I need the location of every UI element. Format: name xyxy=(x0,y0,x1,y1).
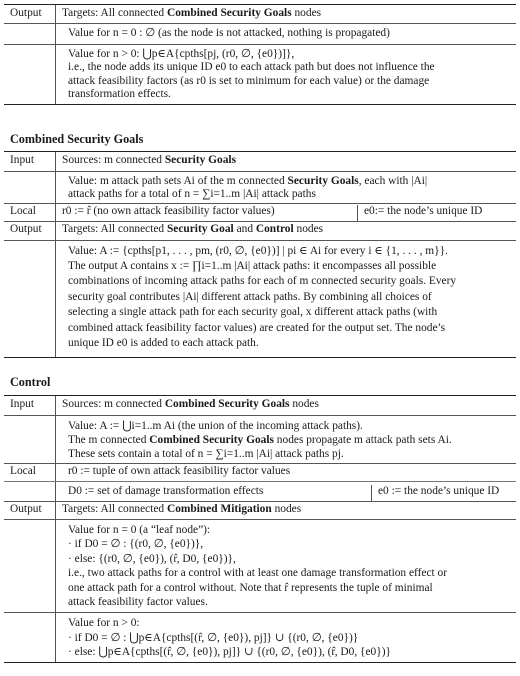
control-local-row-2 xyxy=(4,481,516,501)
output-table xyxy=(4,4,516,105)
sources-text: Sources: m connected Security Goals xyxy=(62,154,236,166)
output-n1-row xyxy=(4,44,516,104)
control-output-row xyxy=(4,501,516,519)
targets-text: Targets: All connected Security Goal and Control nodes xyxy=(62,222,324,235)
local-e0: e0 := the node’s unique ID xyxy=(371,485,512,501)
value-n1: Value for n > 0: ⋃p∈A{cpths[pj, (r0, ∅, {e0})]}, i.e., the node adds its unique ID e0 to each attack path but does not influence the attack feasibility factors (as r0 is set to minimum for each value) or the damage transformation effects. xyxy=(68,48,435,100)
output-targets-row xyxy=(4,5,516,23)
control-n1-row xyxy=(4,612,516,661)
targets-text: Targets: All connected Combined Mitigation nodes xyxy=(62,503,302,515)
row-label: Output xyxy=(4,502,56,519)
row-label: Input xyxy=(4,396,56,415)
control-input-row xyxy=(4,396,516,415)
section-title-csg: Combined Security Goals xyxy=(10,132,144,146)
local-r0: r0 := r̂ (no own attack feasibility factor values) xyxy=(62,204,275,217)
csg-input-row xyxy=(4,152,516,171)
csg-local-row xyxy=(4,203,516,221)
csg-output-row xyxy=(4,221,516,240)
value-n0: Value for n = 0 : ∅ (as the node is not attacked, nothing is propagated) xyxy=(68,27,390,39)
control-value-row xyxy=(4,415,516,463)
control-local-row-1 xyxy=(4,463,516,481)
row-label: Output xyxy=(4,222,56,240)
csg-output-value: Value: A := {cpths[p1, . . . , pm, (r0, ∅, {e0})] | pi ∈ Ai for every i ∈ {1, . . . , m}}. The output A contains x := ∏i=1..m |Ai| attack paths: it encompasses all possible combinations of incoming attack paths for each of m connected security goals. Every security goal contributes |Ai| different attack paths. By combining all choices of selecting a single attack path for each security goal, x different attack paths (with combined attack feasibility factor values) are created for the output set. The node’s unique ID e0 is added to each attack path. xyxy=(68,244,457,350)
output-n0-row xyxy=(4,23,516,44)
csg-value: Value: m attack path sets Ai of the m connected Security Goals, each with |Ai| attack paths for a total of n = ∑i=1..m |Ai| attack paths xyxy=(68,175,428,201)
control-value-n0: Value for n = 0 (a “leaf node”): · if D0 = ∅ : {(r0, ∅, {e0})}, · else: {(r0, ∅, {e0}), (r̂, D0, {e0})}, i.e., two attack paths for a control with at least one damage transformation effect or one attack path for a control without. Note that r̂ represents the tuple of minimal attack feasibility factor values. xyxy=(68,524,448,609)
row-label: Local xyxy=(4,204,56,221)
control-value: Value: A := ⋃i=1..m Ai (the union of the incoming attack paths). The m connected Combined Security Goals nodes propagate m attack path sets Ai. These sets contain a total of n = ∑i=1..m |Ai| attack paths pj. xyxy=(68,420,452,460)
row-label: Output xyxy=(4,5,56,23)
row-label: Local xyxy=(4,464,56,481)
control-table xyxy=(4,395,516,663)
local-r0: r0 := tuple of own attack feasibility factor values xyxy=(68,465,291,477)
row-label: Input xyxy=(4,152,56,171)
section-title-control: Control xyxy=(10,375,51,389)
targets-text: Targets: All connected Combined Security Goals nodes xyxy=(62,7,322,19)
control-n0-row xyxy=(4,519,516,612)
local-d0: D0 := set of damage transformation effects xyxy=(68,485,264,497)
csg-value-row xyxy=(4,171,516,203)
control-value-n1: Value for n > 0: · if D0 = ∅ : ⋃p∈A{cpths[(r̂, ∅, {e0}), pj]} ∪ {(r0, ∅, {e0})} · else: ⋃p∈A{cpths[(r̂, ∅, {e0}), pj]} ∪ {(r0, ∅, {e0}), (r̂, D0, {e0})} xyxy=(68,617,391,659)
csg-table xyxy=(4,151,516,358)
csg-output-value-row xyxy=(4,240,516,358)
sources-text: Sources: m connected Combined Security Goals nodes xyxy=(62,398,319,410)
local-e0: e0:= the node’s unique ID xyxy=(357,205,512,221)
